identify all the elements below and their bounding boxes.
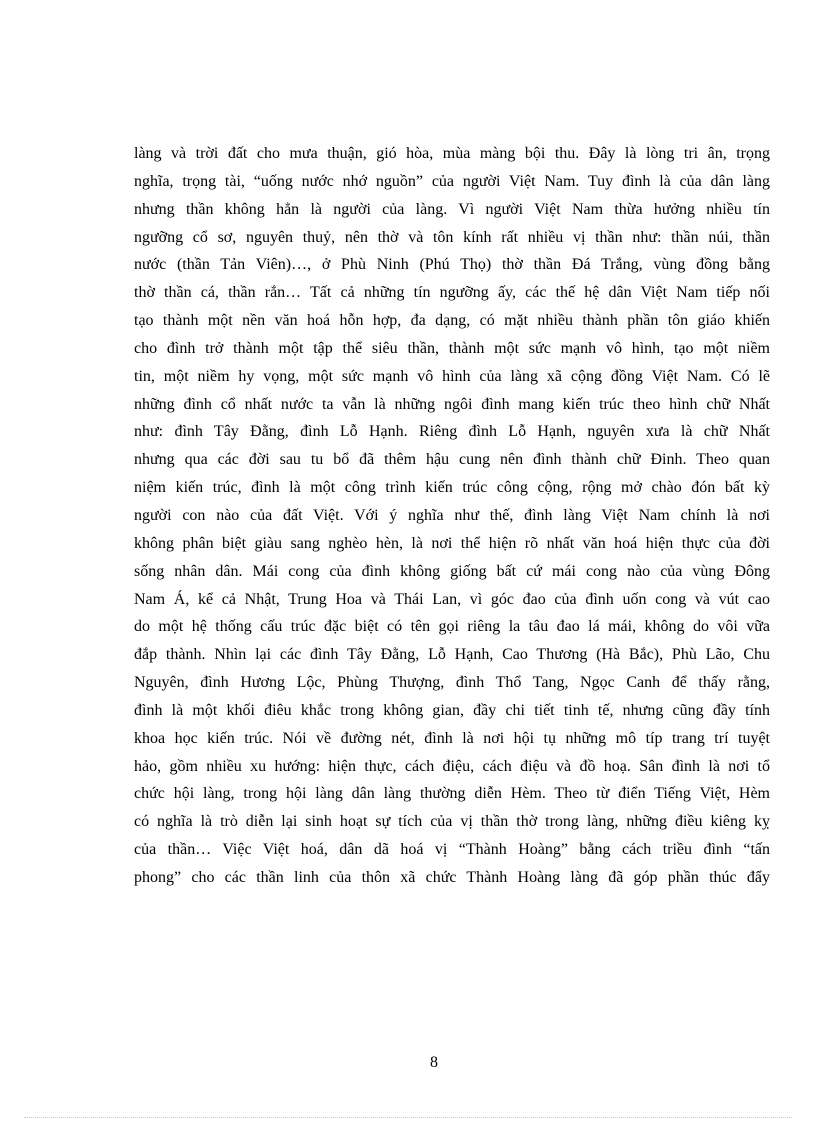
page-bottom-divider (24, 1117, 792, 1118)
text-line: niệm kiến trúc, đình là một công trình kiến trúc công cộng, rộng mở chào đón bất kỳ (134, 479, 770, 497)
text-line: nước (thần Tản Viên)…, ở Phù Ninh (Phú Thọ) thờ thần Đá Trắng, vùng đồng bằng (134, 256, 770, 274)
text-line: sống nhân dân. Mái cong của đình không giống bất cứ mái cong nào của vùng Đông (134, 562, 770, 580)
text-line: cho đình trở thành một tập thể siêu thần, thành một sức mạnh vô hình, tạo một niềm (134, 339, 770, 357)
text-line: tin, một niềm hy vọng, một sức mạnh vô hình của làng xã cộng đồng Việt Nam. Có lẽ (134, 367, 770, 385)
text-line: tạo thành một nền văn hoá hỗn hợp, đa dạng, có mặt nhiều thành phần tôn giáo khiến (134, 312, 770, 330)
text-line: nhưng qua các đời sau tu bổ đã thêm hậu cung nên đình thành chữ Đinh. Theo quan (134, 451, 770, 469)
text-line: như: đình Tây Đằng, đình Lỗ Hạnh. Riêng đình Lỗ Hạnh, nguyên xưa là chữ Nhất (134, 423, 770, 441)
body-paragraph (134, 140, 770, 892)
text-line: có nghĩa là trò diễn lại sinh hoạt sự tích của vị thần thờ trong làng, những điều kiêng kỵ (134, 813, 770, 831)
text-line: làng và trời đất cho mưa thuận, gió hòa, mùa màng bội thu. Đây là lòng tri ân, trọng (134, 145, 770, 162)
text-line: phong” cho các thần linh của thôn xã chức Thành Hoàng làng đã góp phần thúc đẩy (134, 868, 770, 886)
text-line: Nam Á, kể cả Nhật, Trung Hoa và Thái Lan, vì góc đao của đình uốn cong và vút cao (134, 590, 770, 608)
text-line: người con nào của đất Việt. Với ý nghĩa như thế, đình làng Việt Nam chính là nơi (134, 506, 770, 524)
text-line: những đình cổ nhất nước ta vẫn là những ngôi đình mang kiến trúc theo hình chữ Nhất (134, 395, 770, 413)
page-number: 8 (430, 1054, 438, 1071)
text-line: do một hệ thống cấu trúc đặc biệt có tên gọi riêng la tâu đao lá mái, không do vôi vữa (134, 618, 770, 636)
text-line: chức hội làng, trong hội làng dân làng thường diễn Hèm. Theo từ điển Tiếng Việt, Hèm (134, 785, 770, 803)
text-line: Nguyên, đình Hương Lộc, Phùng Thượng, đình Thổ Tang, Ngọc Canh để thấy rằng, (134, 674, 770, 692)
text-line: không phân biệt giàu sang nghèo hèn, là nơi thể hiện rõ nhất văn hoá hiện thực của đời (134, 534, 770, 552)
text-line: nhưng thần không hẳn là người của làng. Vì người Việt Nam thừa hưởng nhiều tín (134, 200, 770, 218)
text-line: khoa học kiến trúc. Nói về đường nét, đình là nơi hội tụ những mô típ trang trí tuyệt (134, 729, 770, 747)
text-line: nghĩa, trọng tài, “uống nước nhớ nguồn” của người Việt Nam. Tuy đình là của dân làng (134, 172, 770, 190)
text-line: đắp thành. Nhìn lại các đình Tây Đằng, Lỗ Hạnh, Cao Thương (Hà Bắc), Phù Lão, Chu (134, 646, 770, 664)
text-line: của thần… Việc Việt hoá, dân dã hoá vị “Thành Hoàng” bằng cách triều đình “tấn (134, 841, 770, 859)
text-line: đình là một khối điêu khắc trong không gian, đầy chi tiết tinh tế, nhưng cũng đầy tính (134, 701, 770, 719)
text-line: thờ thần cá, thần rắn… Tất cả những tín ngưỡng ấy, các thế hệ dân Việt Nam tiếp nối (134, 284, 770, 302)
text-line: ngưỡng cổ sơ, nguyên thuỷ, nên thờ và tôn kính rất nhiều vị thần như: thần núi, thần (134, 228, 770, 246)
text-line: hảo, gồm nhiều xu hướng: hiện thực, cách điệu, cách điệu và đồ hoạ. Sân đình là nơi tổ (134, 757, 770, 775)
